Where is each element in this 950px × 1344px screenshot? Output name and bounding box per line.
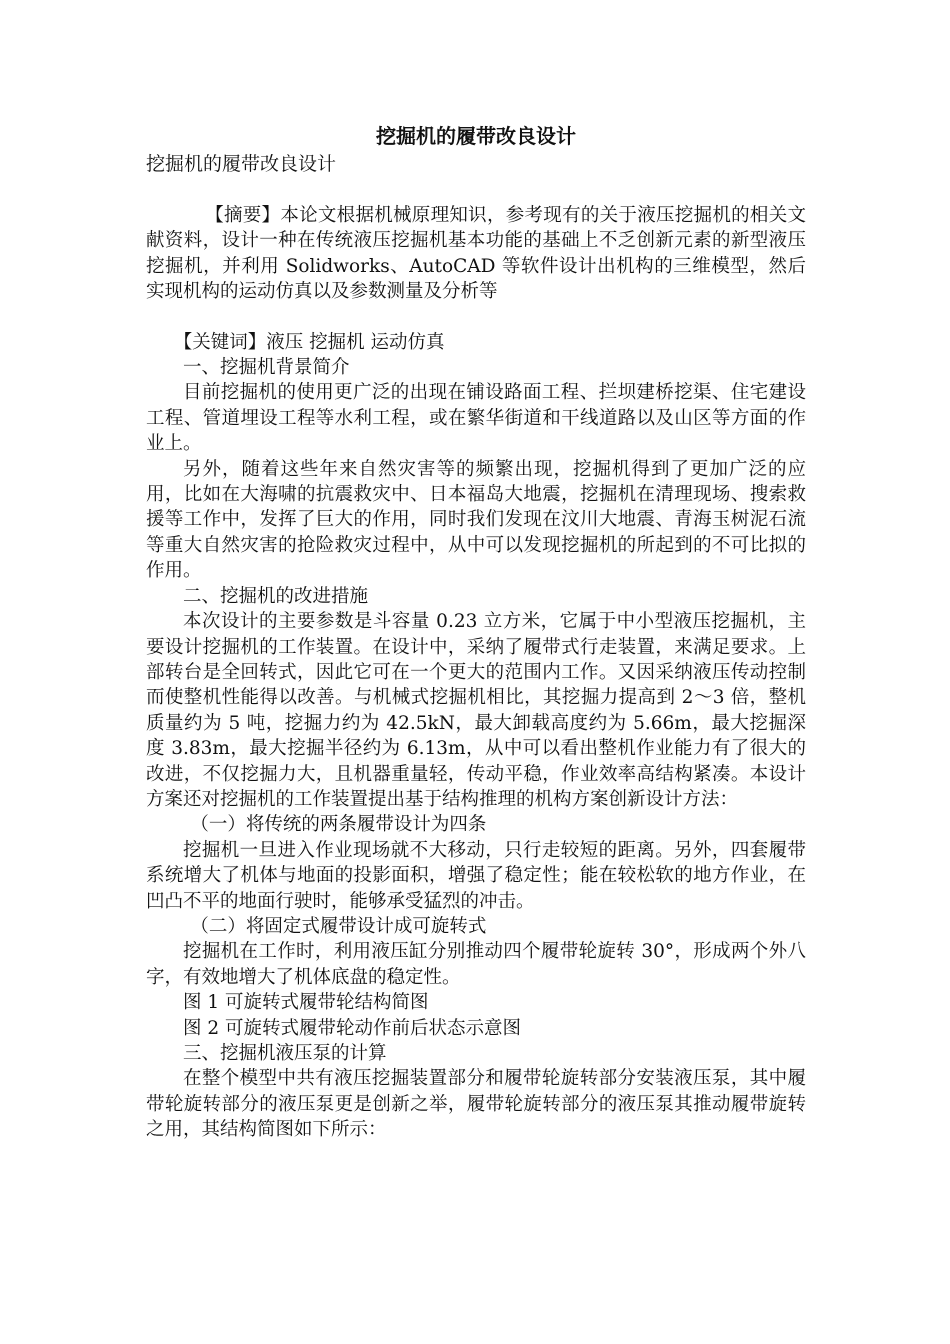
section2-paragraph-1: 本次设计的主要参数是斗容量 0.23 立方米，它属于中小型液压挖掘机，主要设计挖掘机的工作装置。在设计中，采纳了履带式行走装置，来满足要求。上部转台是全回转式，因此它可在一个更大的范围内工作。又因采纳液压传动控制而使整机性能得以改善。与机械式挖掘机相比，其挖掘力提高到 2～3 倍，整机质量约为 5 吨，挖掘力约为 42.5kN，最大卸载高度约为 5.66m，最大挖掘深度 3.83m，最大挖掘半径约为 6.13m，从中可以看出整机作业能力有了很大的改进，不仅挖掘力大，且机器重量轻，传动平稳，作业效率高结构紧凑。本设计方案还对挖掘机的工作装置提出基于结构推理的机构方案创新设计方法： [146, 611, 806, 810]
document-subtitle: 挖掘机的履带改良设计 [146, 153, 337, 175]
document-title: 挖掘机的履带改良设计 [376, 124, 576, 148]
section-heading-3: 三、挖掘机液压泵的计算 [183, 1043, 387, 1064]
section1-paragraph-2: 另外，随着这些年来自然灾害等的频繁出现，挖掘机得到了更加广泛的应用，比如在大海啸的抗震救灾中、日本福岛大地震，挖掘机在清理现场、搜索救援等工作中，发挥了巨大的作用，同时我们发现在汶川大地震、青海玉树泥石流等重大自然灾害的抢险救灾过程中，从中可以发现挖掘机的所起到的不可比拟的作用。 [146, 458, 806, 582]
section3-paragraph-1: 在整个模型中共有液压挖掘装置部分和履带轮旋转部分安装液压泵，其中履带轮旋转部分的液压泵更是创新之举，履带轮旋转部分的液压泵其推动履带旋转之用，其结构简图如下所示： [146, 1068, 806, 1141]
figure-caption-1: 图 1 可旋转式履带轮结构简图 [183, 992, 429, 1014]
document-body [146, 122, 806, 1143]
subsection-heading-2: （二）将固定式履带设计成可旋转式 [190, 915, 487, 937]
section-heading-2: 二、挖掘机的改进措施 [183, 585, 369, 607]
abstract-paragraph: 【摘要】本论文根据机械原理知识，参考现有的关于液压挖掘机的相关文献资料，设计一种在传统液压挖掘机基本功能的基础上不乏创新元素的新型液压挖掘机，并利用 Solidworks、AutoCAD 等软件设计出机构的三维模型，然后实现机构的运动仿真以及参数测量及分析等 [146, 205, 806, 303]
figure-caption-2: 图 2 可旋转式履带轮动作前后状态示意图 [183, 1017, 522, 1039]
section-heading-1: 一、挖掘机背景简介 [183, 357, 350, 379]
section1-paragraph-1: 目前挖掘机的使用更广泛的出现在铺设路面工程、拦坝建桥挖渠、住宅建设工程、管道埋设工程等水利工程，或在繁华街道和干线道路以及山区等方面的作业上。 [146, 382, 806, 455]
subsection2-paragraph: 挖掘机在工作时，利用液压缸分别推动四个履带轮旋转 30°，形成两个外八字，有效地增大了机体底盘的稳定性。 [146, 941, 806, 988]
keywords-line: 【关键词】液压 挖掘机 运动仿真 [173, 331, 445, 353]
subsection1-paragraph: 挖掘机一旦进入作业现场就不大移动，只行走较短的距离。另外，四套履带系统增大了机体与地面的投影面积，增强了稳定性；能在较松软的地方作业，在凹凸不平的地面行驶时，能够承受猛烈的冲击。 [146, 839, 806, 912]
subsection-heading-1: （一）将传统的两条履带设计为四条 [190, 814, 487, 836]
